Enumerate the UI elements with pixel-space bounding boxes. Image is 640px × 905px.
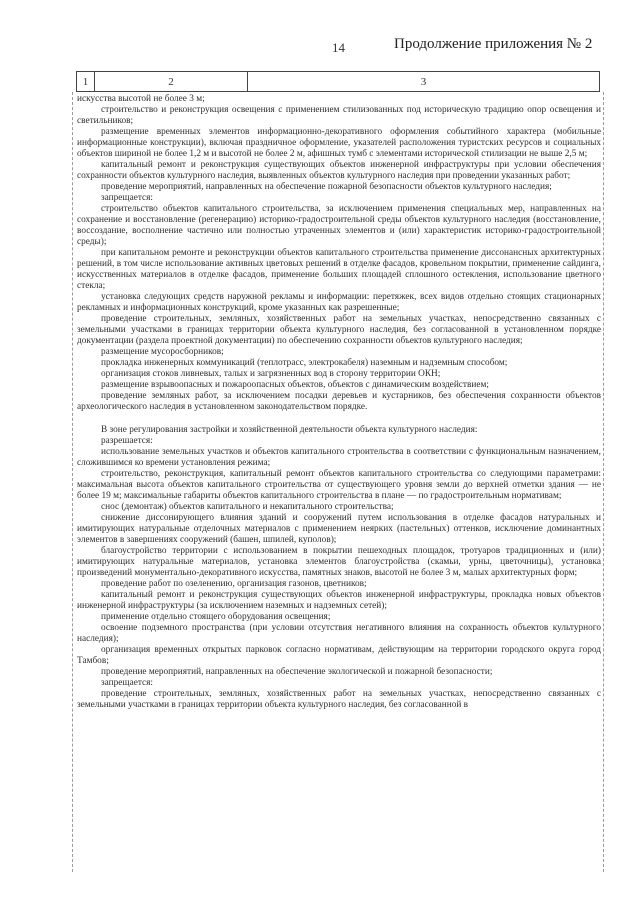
paragraph: проведение строительных, земляных, хозяйственных работ на земельных участках, непосредственно связанных с земельными участками в границах территории объекта культурного наследия, без согласованной в установленном порядке документации (раздела проектной документации) по обеспечению сохранности объектов культурного наследия; [77, 314, 601, 346]
paragraph: размещение мусоросборников; [101, 347, 224, 357]
paragraph: при капитальном ремонте и реконструкции объектов капитального строительства применение диссонансных архитектурных решений, в том числе использование активных цветовых решений в отделке фасадов, кровельном покрытии, применение сайдинга, искусственных материалов в отделке фасадов, применение больших площадей сплошного остекления, использование цветного стекла; [77, 248, 601, 291]
paragraph: организация временных открытых парковок согласно нормативам, действующим на территории городского округа город Тамбов; [77, 645, 601, 666]
paragraph: капитальный ремонт и реконструкция существующих объектов инженерной инфраструктуры при условии обеспечения сохранности объектов культурного наследия, выявленных объектов культурного наследия при проведении указанных работ; [77, 160, 601, 181]
paragraph: благоустройство территории с использованием в покрытии пешеходных площадок, тротуаров традиционных и (или) имитирующих натуральные материалов, установка элементов благоустройства (скамьи, урны, цветочницы), установка произведений монументально-декоративного искусства, памятных знаков, высотой не более 3 м, малых архитектурных форм; [77, 546, 601, 578]
paragraph: разрешается: [101, 436, 153, 446]
paragraph: проведение строительных, земляных, хозяйственных работ на земельных участках, непосредственно связанных с земельными участками в границах территории объекта культурного наследия, без согласованной в [77, 689, 601, 710]
paragraph: проведение земляных работ, за исключением посадки деревьев и кустарников, без обеспечения сохранности объектов археологического наследия в установленном законодательством порядке. [77, 391, 601, 412]
paragraph: размещение взрывоопасных и пожароопасных объектов, объектов с динамическим воздействием; [101, 380, 489, 390]
appendix-title: Продолжение приложения № 2 [394, 36, 593, 52]
paragraph: В зоне регулирования застройки и хозяйственной деятельности объекта культурного наследия: [101, 425, 478, 435]
paragraph: строительство объектов капитального строительства, за исключением применения специальных мер, направленных на сохранение и восстановление (регенерацию) историко-градостроительной среды объектов культурного наследия (восстановление, воссоздание, восполнение частично или полностью утраченных элементов и (или) характеристик историко-градостроительной среды); [77, 204, 601, 247]
paragraph: размещение временных элементов информационно-декоративного оформления событийного характера (мобильные информационные конструкции), включая праздничное оформление, указателей расположения туристских ресурсов и социальных объектов шириной не более 1,2 м и высотой не более 2 м, афишных тумб с элементами исторической стилизации не выше 2,5 м; [77, 127, 601, 159]
paragraph: проведение мероприятий, направленных на обеспечение пожарной безопасности объектов культурного наследия; [101, 182, 552, 192]
paragraph: проведение мероприятий, направленных на обеспечение экологической и пожарной безопасности; [101, 667, 493, 677]
paragraph: строительство и реконструкция освещения с применением стилизованных под историческую традицию опор освещения и светильников; [77, 105, 601, 126]
paragraph: освоение подземного пространства (при условии отсутствия негативного влияния на сохранность объектов культурного наследия); [77, 623, 601, 644]
paragraph: установка следующих средств наружной рекламы и информации: перетяжек, всех видов отдельно стоящих стационарных рекламных и информационных конструкций, кроме указанных как разрешенные; [77, 292, 601, 313]
column-header-2: 2 [95, 72, 248, 92]
paragraph: запрещается: [101, 678, 153, 688]
column-header-1: 1 [77, 72, 95, 92]
paragraph: проведение работ по озеленению, организация газонов, цветников; [101, 579, 367, 589]
right-border-line [603, 92, 604, 872]
paragraph: снижение диссонирующего влияния зданий и сооружений путем использования в отделке фасадов натуральных и имитирующих натуральные отделочных материалов с применением неярких (пастельных) оттенков, исключение доминантных элементов в завершениях сооружений (башен, шпилей, куполов); [77, 513, 601, 545]
left-border-line [72, 92, 73, 872]
paragraph: применение отдельно стоящего оборудования освещения; [101, 612, 331, 622]
column-header-table [76, 71, 600, 92]
paragraph: использование земельных участков и объектов капитального строительства в соответствии с функциональным назначением, сложившимся ко времени установления режима; [77, 447, 601, 468]
column-header-3: 3 [248, 72, 600, 92]
page-number: 14 [332, 40, 345, 55]
paragraph: прокладка инженерных коммуникаций (теплотрасс, электрокабеля) наземным и надземным способом; [101, 358, 508, 368]
paragraph: запрещается: [101, 193, 153, 203]
paragraph: капитальный ремонт и реконструкция существующих объектов инженерной инфраструктуры, прокладка новых объектов инженерной инфраструктуры (за исключением наземных и надземных сетей); [77, 590, 601, 611]
paragraph: строительство, реконструкция, капитальный ремонт объектов капитального строительства со следующими параметрами: максимальная высота объектов капитального строительства от существующего уровня земли до верхней отметки здания — не более 19 м; максимальные габариты объектов капитального строительства в плане — по градостроительным нормативам; [77, 469, 601, 501]
document-body [77, 94, 601, 711]
paragraph: организация стоков ливневых, талых и загрязненных вод в сторону территории ОКН; [101, 369, 441, 379]
paragraph: искусства высотой не более 3 м; [77, 94, 205, 104]
paragraph: снос (демонтаж) объектов капитального и некапитального строительства; [101, 502, 394, 512]
